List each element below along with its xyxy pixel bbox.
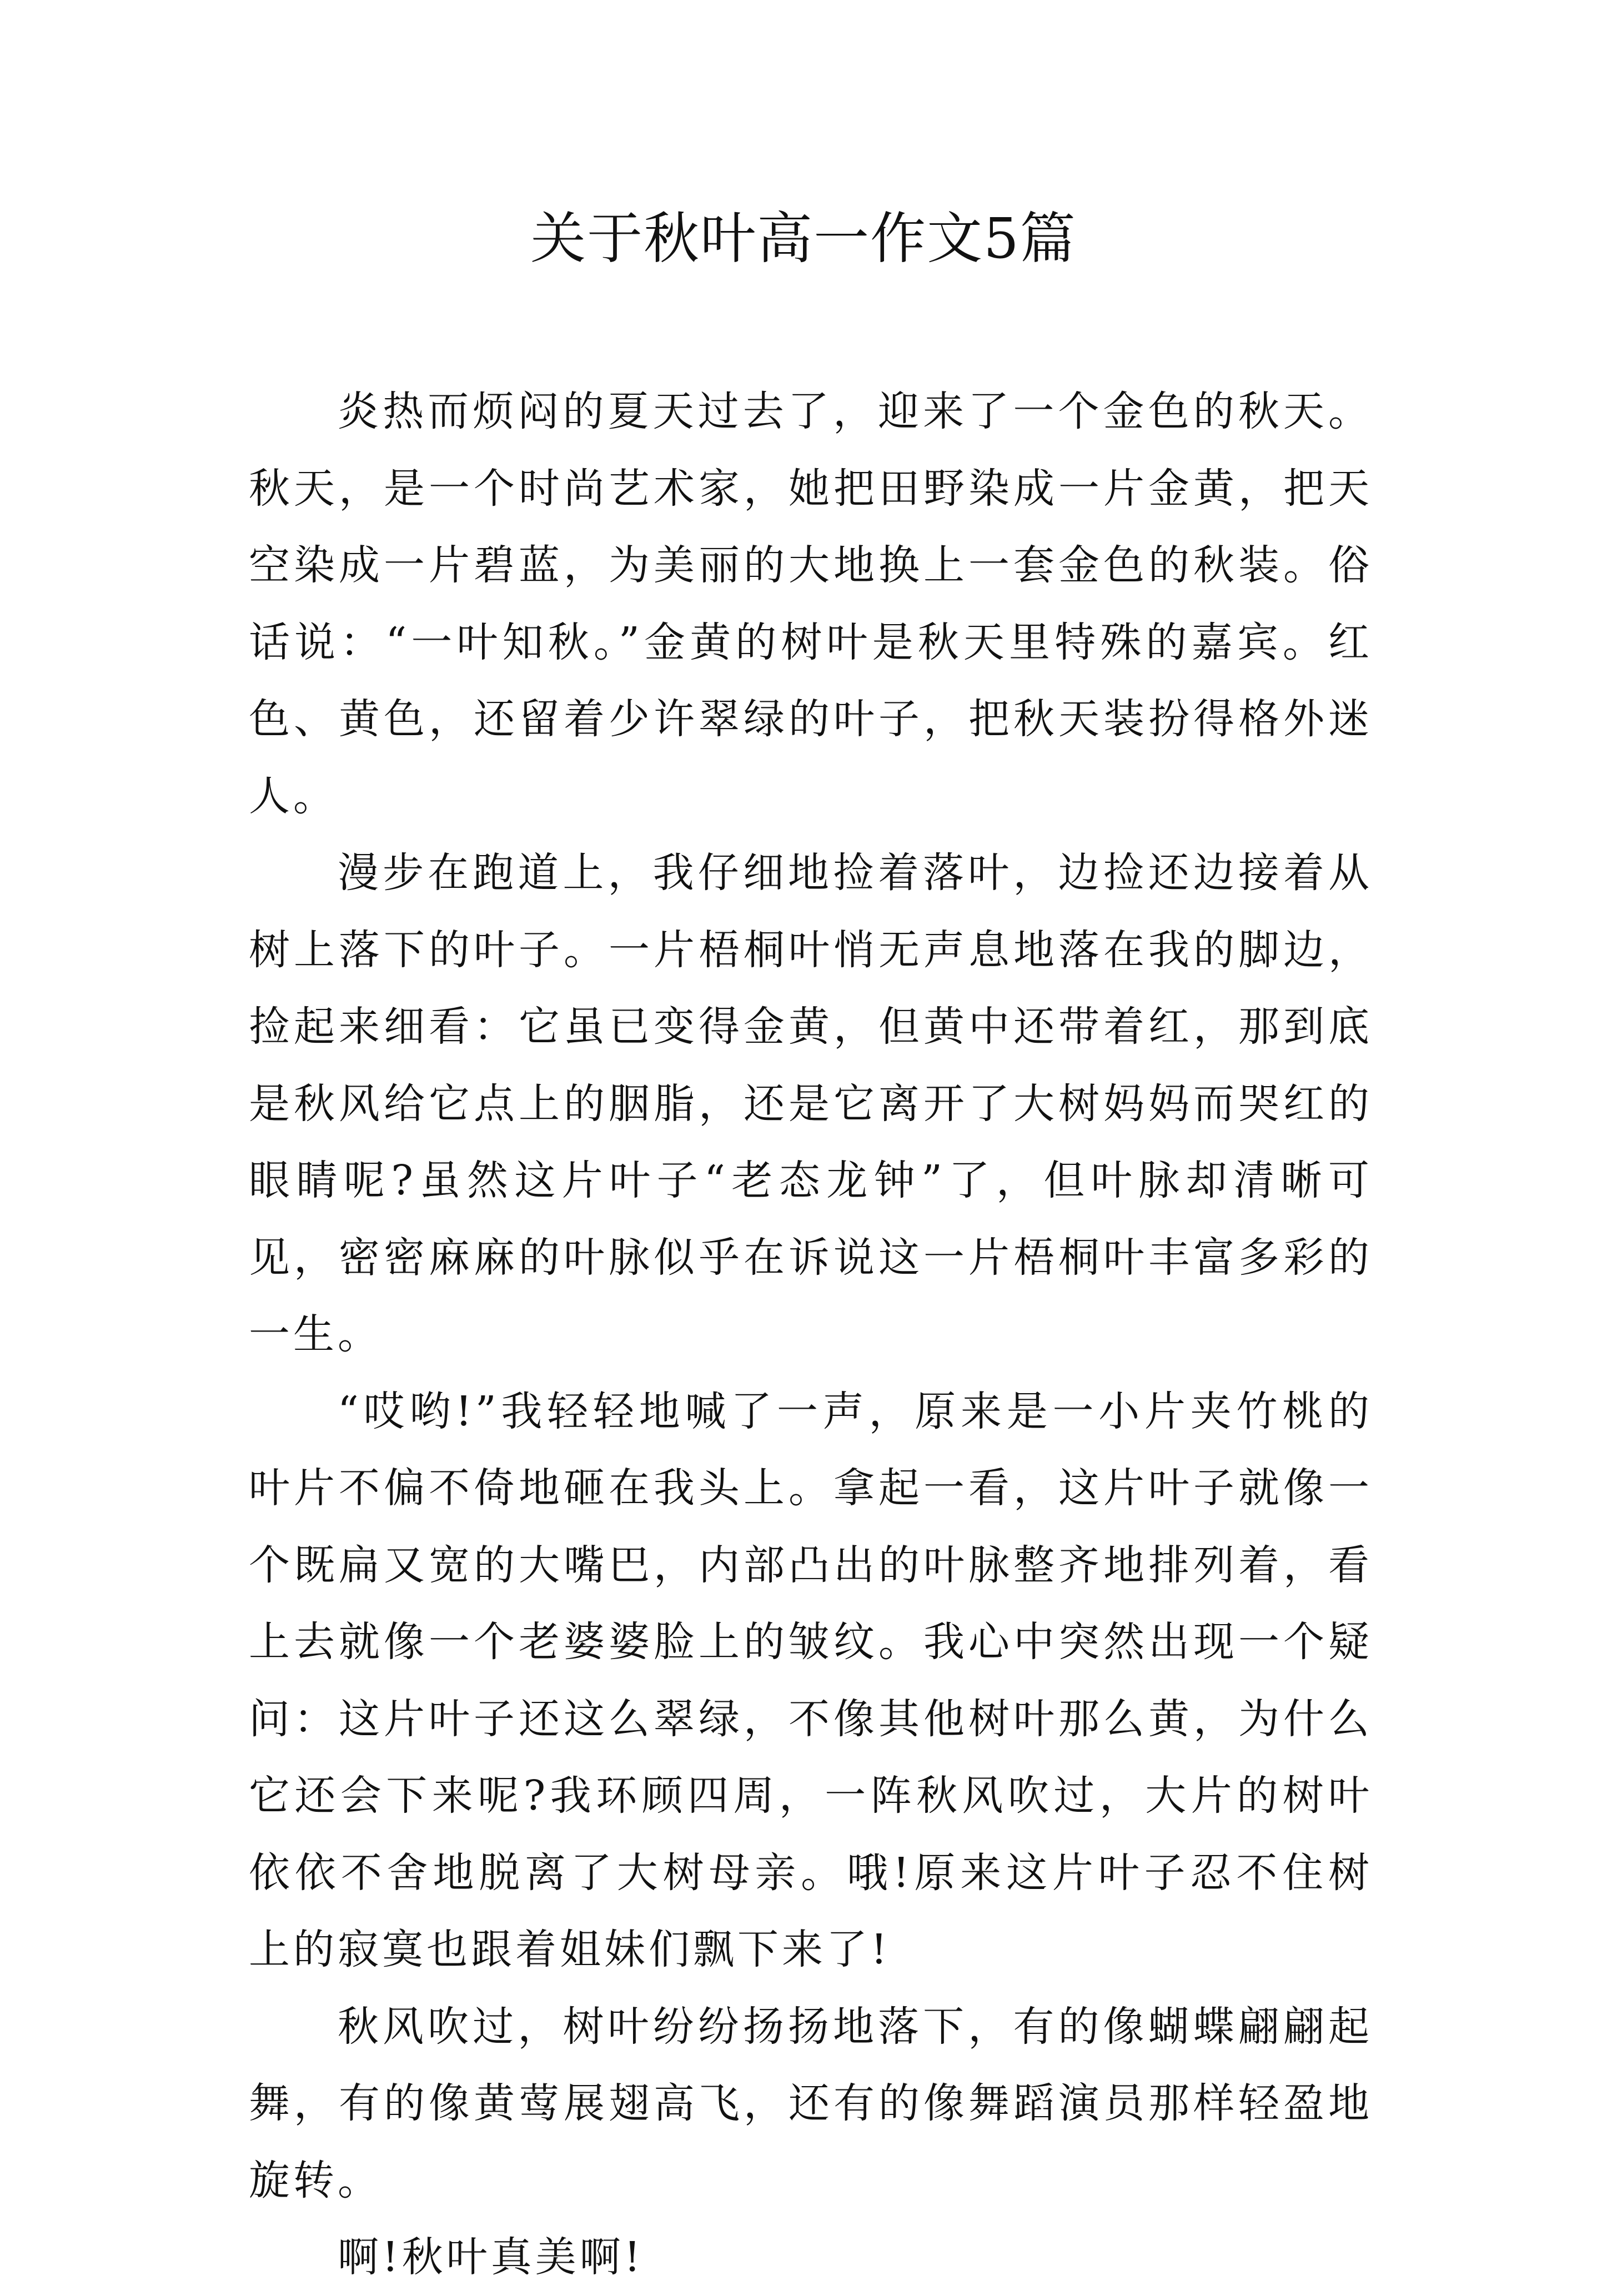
paragraph: “哎哟!”我轻轻地喊了一声，原来是一小片夹竹桃的叶片不偏不倚地砸在我头上。拿起一看，这片叶子就像一个既扁又宽的大嘴巴，内部凸出的叶脉整齐地排列着，看上去就像一个老婆婆脸上的皱纹。我心中突然出现一个疑问：这片叶子还这么翠绿，不像其他树叶那么黄，为什么它还会下来呢?我环顾四周，一阵秋风吹过，大片的树叶依依不舍地脱离了大树母亲。哦!原来这片叶子忍不住树上的寂寞也跟着姐妹们飘下来了! [249, 1387, 1373, 1973]
paragraph: 啊!秋叶真美啊! [338, 2233, 644, 2281]
document-title: 关于秋叶高一作文5篇 [530, 206, 1077, 271]
paragraph: 秋风吹过，树叶纷纷扬扬地落下，有的像蝴蝶翩翩起舞，有的像黄莺展翅高飞，还有的像舞蹈演员那样轻盈地旋转。 [249, 2002, 1373, 2204]
essay-body [249, 373, 1373, 2296]
paragraph: 漫步在跑道上，我仔细地捡着落叶，边捡还边接着从树上落下的叶子。一片梧桐叶悄无声息地落在我的脚边，捡起来细看：它虽已变得金黄，但黄中还带着红，那到底是秋风给它点上的胭脂，还是它离开了大树妈妈而哭红的眼睛呢?虽然这片叶子“老态龙钟”了，但叶脉却清晰可见，密密麻麻的叶脉似乎在诉说这一片梧桐叶丰富多彩的一生。 [249, 849, 1373, 1358]
paragraph: 炎热而烦闷的夏天过去了，迎来了一个金色的秋天。秋天，是一个时尚艺术家，她把田野染成一片金黄，把天空染成一片碧蓝，为美丽的大地换上一套金色的秋装。俗话说：“一叶知秋。”金黄的树叶是秋天里特殊的嘉宾。红色、黄色，还留着少许翠绿的叶子，把秋天装扮得格外迷人。 [249, 388, 1373, 820]
